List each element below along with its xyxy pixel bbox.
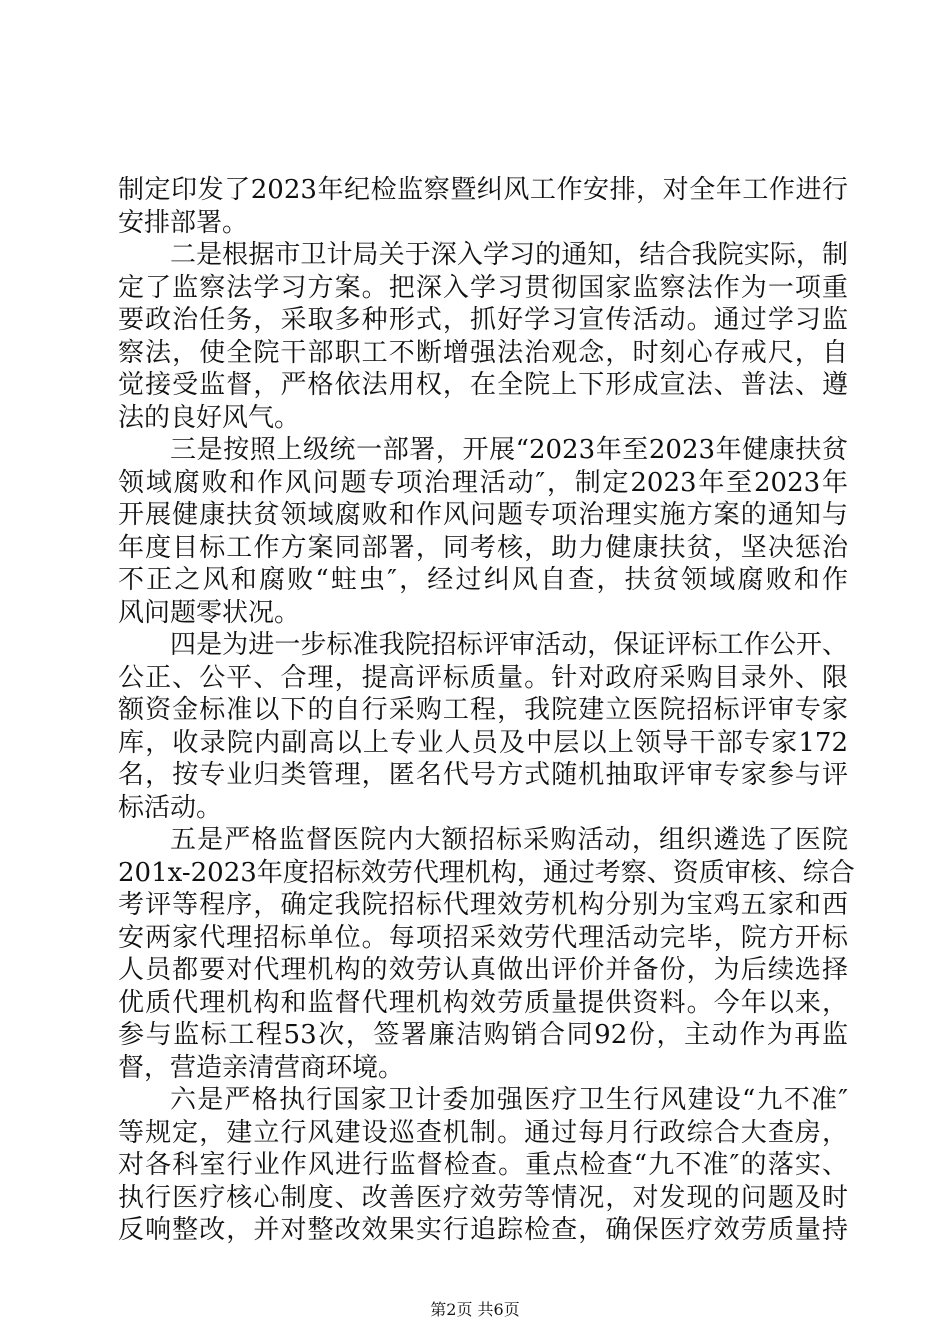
- text-line: 定了监察法学习方案。把深入学习贯彻国家监察法作为一项重: [118, 272, 848, 303]
- text-line: 三是按照上级统一部署，开展“2023年至2023年健康扶贫: [170, 435, 848, 465]
- text-line: 觉接受监督，严格依法用权，在全院上下形成宣法、普法、遵: [118, 370, 848, 400]
- text-line: 标活动。: [118, 792, 223, 823]
- text-line: 风问题零状况。: [118, 597, 301, 628]
- text-line: 开展健康扶贫领域腐败和作风问题专项治理实施方案的通知与: [118, 500, 848, 530]
- text-line: 额资金标准以下的自行采购工程，我院建立医院招标评审专家: [118, 695, 848, 725]
- text-line: 参与监标工程53次，签署廉洁购销合同92份，主动作为再监: [118, 1020, 848, 1050]
- text-line: 五是严格监督医院内大额招标采购活动，组织遴选了医院: [170, 825, 848, 855]
- text-line: 年度目标工作方案同部署，同考核，助力健康扶贫，坚决惩治: [118, 532, 848, 563]
- text-line: 察法，使全院干部职工不断增强法治观念，时刻心存戒尺，自: [118, 337, 848, 368]
- text-line: 领域腐败和作风问题专项治理活动″，制定2023年至2023年: [118, 467, 848, 498]
- text-line: 名，按专业归类管理，匿名代号方式随机抽取评审专家参与评: [118, 760, 848, 790]
- text-line: 人员都要对代理机构的效劳认真做出评价并备份，为后续选择: [118, 955, 848, 985]
- text-line: 安排部署。: [118, 207, 249, 238]
- text-line: 要政治任务，采取多种形式，抓好学习宣传活动。通过学习监: [118, 305, 848, 335]
- text-line: 六是严格执行国家卫计委加强医疗卫生行风建设“九不准″: [170, 1085, 848, 1115]
- text-line: 督，营造亲清营商环境。: [118, 1052, 405, 1083]
- text-line: 公正、公平、合理，提高评标质量。针对政府采购目录外、限: [118, 662, 848, 693]
- text-line: 不正之风和腐败“蛀虫″，经过纠风自查，扶贫领域腐败和作: [118, 565, 848, 595]
- document-body: [118, 174, 855, 1247]
- text-line: 反响整改，并对整改效果实行追踪检查，确保医疗效劳质量持: [118, 1215, 848, 1245]
- text-line: 二是根据市卫计局关于深入学习的通知，结合我院实际，制: [170, 240, 848, 270]
- text-line: 对各科室行业作风进行监督检查。重点检查“九不准″的落实、: [118, 1150, 848, 1180]
- text-line: 安两家代理招标单位。每项招采效劳代理活动完毕，院方开标: [118, 922, 848, 953]
- text-line: 库，收录院内副高以上专业人员及中层以上领导干部专家172: [118, 727, 848, 758]
- text-line: 制定印发了2023年纪检监察暨纠风工作安排，对全年工作进行: [118, 175, 848, 205]
- text-line: 执行医疗核心制度、改善医疗效劳等情况，对发现的问题及时: [118, 1182, 848, 1213]
- text-line: 法的良好风气。: [118, 402, 301, 433]
- text-line: 四是为进一步标准我院招标评审活动，保证评标工作公开、: [170, 630, 848, 660]
- text-line: 优质代理机构和监督代理机构效劳质量提供资料。今年以来，: [118, 987, 848, 1018]
- page-footer: 第2页 共6页: [430, 1300, 520, 1319]
- text-line: 201x-2023年度招标效劳代理机构，通过考察、资质审核、综合: [118, 857, 855, 888]
- text-line: 考评等程序，确定我院招标代理效劳机构分别为宝鸡五家和西: [118, 890, 848, 920]
- text-line: 等规定，建立行风建设巡查机制。通过每月行政综合大查房，: [118, 1117, 848, 1148]
